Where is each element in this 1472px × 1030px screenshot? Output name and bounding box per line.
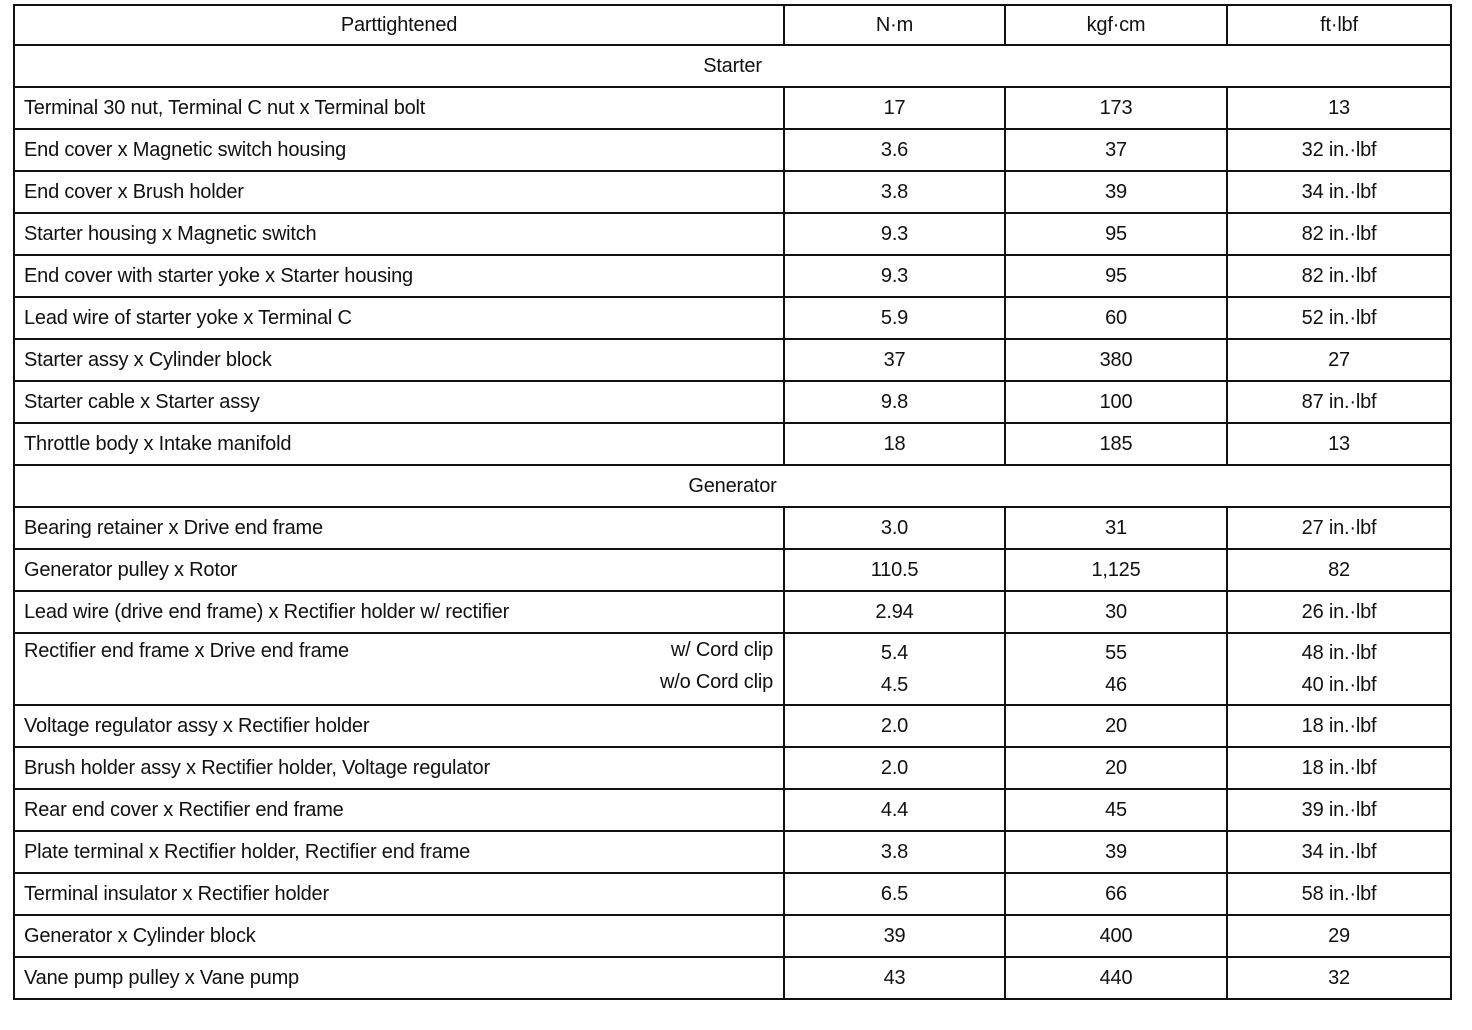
ft-cell: 39 in.·lbf bbox=[1227, 789, 1451, 831]
variant-label: w/ Cord clip bbox=[670, 639, 773, 661]
table-row bbox=[14, 87, 1451, 129]
kgf-cell bbox=[1005, 633, 1227, 705]
nm-cell: 110.5 bbox=[784, 549, 1005, 591]
ft-cell: 87 in.·lbf bbox=[1227, 381, 1451, 423]
nm-cell: 5.9 bbox=[784, 297, 1005, 339]
kgf-cell: 100 bbox=[1005, 381, 1227, 423]
variant-label: w/o Cord clip bbox=[660, 671, 773, 693]
part-cell: Brush holder assy x Rectifier holder, Voltage regulator bbox=[14, 747, 784, 789]
header-ft-lbf: ft·lbf bbox=[1227, 5, 1451, 45]
table-row bbox=[14, 549, 1451, 591]
part-cell: End cover x Magnetic switch housing bbox=[14, 129, 784, 171]
table-row bbox=[14, 591, 1451, 633]
kgf-cell: 37 bbox=[1005, 129, 1227, 171]
ft-cell: 82 in.·lbf bbox=[1227, 213, 1451, 255]
table-row bbox=[14, 789, 1451, 831]
ft-cell: 58 in.·lbf bbox=[1227, 873, 1451, 915]
part-cell: Terminal 30 nut, Terminal C nut x Terminal bolt bbox=[14, 87, 784, 129]
nm-cell: 43 bbox=[784, 957, 1005, 999]
table-row bbox=[14, 705, 1451, 747]
ft-cell: 32 bbox=[1227, 957, 1451, 999]
part-cell: Starter cable x Starter assy bbox=[14, 381, 784, 423]
ft-cell: 27 bbox=[1227, 339, 1451, 381]
nm-cell: 17 bbox=[784, 87, 1005, 129]
ft-cell: 27 in.·lbf bbox=[1227, 507, 1451, 549]
part-cell: Starter assy x Cylinder block bbox=[14, 339, 784, 381]
kgf-cell: 380 bbox=[1005, 339, 1227, 381]
ft-cell: 13 bbox=[1227, 423, 1451, 465]
nm-cell: 9.3 bbox=[784, 255, 1005, 297]
table-row bbox=[14, 507, 1451, 549]
kgf-cell: 173 bbox=[1005, 87, 1227, 129]
part-cell: End cover x Brush holder bbox=[14, 171, 784, 213]
ft-cell bbox=[1227, 633, 1451, 705]
table-row bbox=[14, 297, 1451, 339]
kgf-cell: 30 bbox=[1005, 591, 1227, 633]
nm-cell: 39 bbox=[784, 915, 1005, 957]
part-cell: Throttle body x Intake manifold bbox=[14, 423, 784, 465]
part-cell: Rear end cover x Rectifier end frame bbox=[14, 789, 784, 831]
ft-cell: 18 in.·lbf bbox=[1227, 747, 1451, 789]
nm-cell: 9.8 bbox=[784, 381, 1005, 423]
nm-cell: 6.5 bbox=[784, 873, 1005, 915]
nm-cell: 3.8 bbox=[784, 831, 1005, 873]
table-row bbox=[14, 747, 1451, 789]
ft-cell: 26 in.·lbf bbox=[1227, 591, 1451, 633]
nm-value: 5.4 bbox=[880, 642, 909, 664]
ft-cell: 18 in.·lbf bbox=[1227, 705, 1451, 747]
nm-cell bbox=[784, 633, 1005, 705]
nm-cell: 37 bbox=[784, 339, 1005, 381]
kgf-cell: 60 bbox=[1005, 297, 1227, 339]
table-row bbox=[14, 873, 1451, 915]
kgf-cell: 66 bbox=[1005, 873, 1227, 915]
nm-cell: 9.3 bbox=[784, 213, 1005, 255]
ft-cell: 52 in.·lbf bbox=[1227, 297, 1451, 339]
kgf-value: 46 bbox=[1105, 674, 1127, 696]
kgf-cell: 400 bbox=[1005, 915, 1227, 957]
ft-cell: 82 in.·lbf bbox=[1227, 255, 1451, 297]
section-title: Starter bbox=[14, 45, 1451, 87]
kgf-cell: 185 bbox=[1005, 423, 1227, 465]
nm-cell: 3.0 bbox=[784, 507, 1005, 549]
part-cell: Lead wire (drive end frame) x Rectifier holder w/ rectifier bbox=[14, 591, 784, 633]
section-row-starter bbox=[14, 45, 1451, 87]
nm-cell: 3.6 bbox=[784, 129, 1005, 171]
nm-value: 4.5 bbox=[880, 674, 909, 696]
nm-cell: 3.8 bbox=[784, 171, 1005, 213]
table-row bbox=[14, 213, 1451, 255]
table-row bbox=[14, 423, 1451, 465]
variant-labels bbox=[660, 634, 773, 698]
ft-value: 40 in.·lbf bbox=[1301, 674, 1377, 696]
kgf-cell: 1,125 bbox=[1005, 549, 1227, 591]
part-cell: Starter housing x Magnetic switch bbox=[14, 213, 784, 255]
torque-spec-table bbox=[13, 4, 1452, 1000]
part-cell: Generator pulley x Rotor bbox=[14, 549, 784, 591]
table-row bbox=[14, 831, 1451, 873]
table-row bbox=[14, 381, 1451, 423]
part-cell: Plate terminal x Rectifier holder, Rectifier end frame bbox=[14, 831, 784, 873]
table-row bbox=[14, 339, 1451, 381]
part-cell bbox=[14, 633, 784, 705]
section-row-generator bbox=[14, 465, 1451, 507]
split-part-label: Rectifier end frame x Drive end frame bbox=[24, 640, 349, 662]
kgf-value: 55 bbox=[1105, 642, 1127, 664]
part-cell: Bearing retainer x Drive end frame bbox=[14, 507, 784, 549]
nm-cell: 18 bbox=[784, 423, 1005, 465]
table-row bbox=[14, 915, 1451, 957]
table-row bbox=[14, 255, 1451, 297]
nm-cell: 2.0 bbox=[784, 705, 1005, 747]
ft-cell: 34 in.·lbf bbox=[1227, 831, 1451, 873]
part-cell: Terminal insulator x Rectifier holder bbox=[14, 873, 784, 915]
kgf-cell: 39 bbox=[1005, 831, 1227, 873]
table-header-row bbox=[14, 5, 1451, 45]
header-kgf-cm: kgf·cm bbox=[1005, 5, 1227, 45]
kgf-cell: 45 bbox=[1005, 789, 1227, 831]
part-cell: End cover with starter yoke x Starter housing bbox=[14, 255, 784, 297]
ft-cell: 13 bbox=[1227, 87, 1451, 129]
part-cell: Lead wire of starter yoke x Terminal C bbox=[14, 297, 784, 339]
kgf-cell: 39 bbox=[1005, 171, 1227, 213]
nm-cell: 2.0 bbox=[784, 747, 1005, 789]
nm-cell: 4.4 bbox=[784, 789, 1005, 831]
header-part-tightened: Parttightened bbox=[14, 5, 784, 45]
kgf-cell: 20 bbox=[1005, 705, 1227, 747]
table-row bbox=[14, 171, 1451, 213]
part-cell: Vane pump pulley x Vane pump bbox=[14, 957, 784, 999]
nm-cell: 2.94 bbox=[784, 591, 1005, 633]
header-nm: N·m bbox=[784, 5, 1005, 45]
part-cell: Voltage regulator assy x Rectifier holder bbox=[14, 705, 784, 747]
kgf-cell: 20 bbox=[1005, 747, 1227, 789]
table-row bbox=[14, 957, 1451, 999]
kgf-cell: 95 bbox=[1005, 213, 1227, 255]
kgf-cell: 95 bbox=[1005, 255, 1227, 297]
ft-cell: 32 in.·lbf bbox=[1227, 129, 1451, 171]
kgf-cell: 31 bbox=[1005, 507, 1227, 549]
ft-cell: 82 bbox=[1227, 549, 1451, 591]
table-row bbox=[14, 129, 1451, 171]
ft-cell: 29 bbox=[1227, 915, 1451, 957]
ft-cell: 34 in.·lbf bbox=[1227, 171, 1451, 213]
section-title: Generator bbox=[14, 465, 1451, 507]
kgf-cell: 440 bbox=[1005, 957, 1227, 999]
part-cell: Generator x Cylinder block bbox=[14, 915, 784, 957]
ft-value: 48 in.·lbf bbox=[1301, 642, 1377, 664]
table-row-split bbox=[14, 633, 1451, 705]
